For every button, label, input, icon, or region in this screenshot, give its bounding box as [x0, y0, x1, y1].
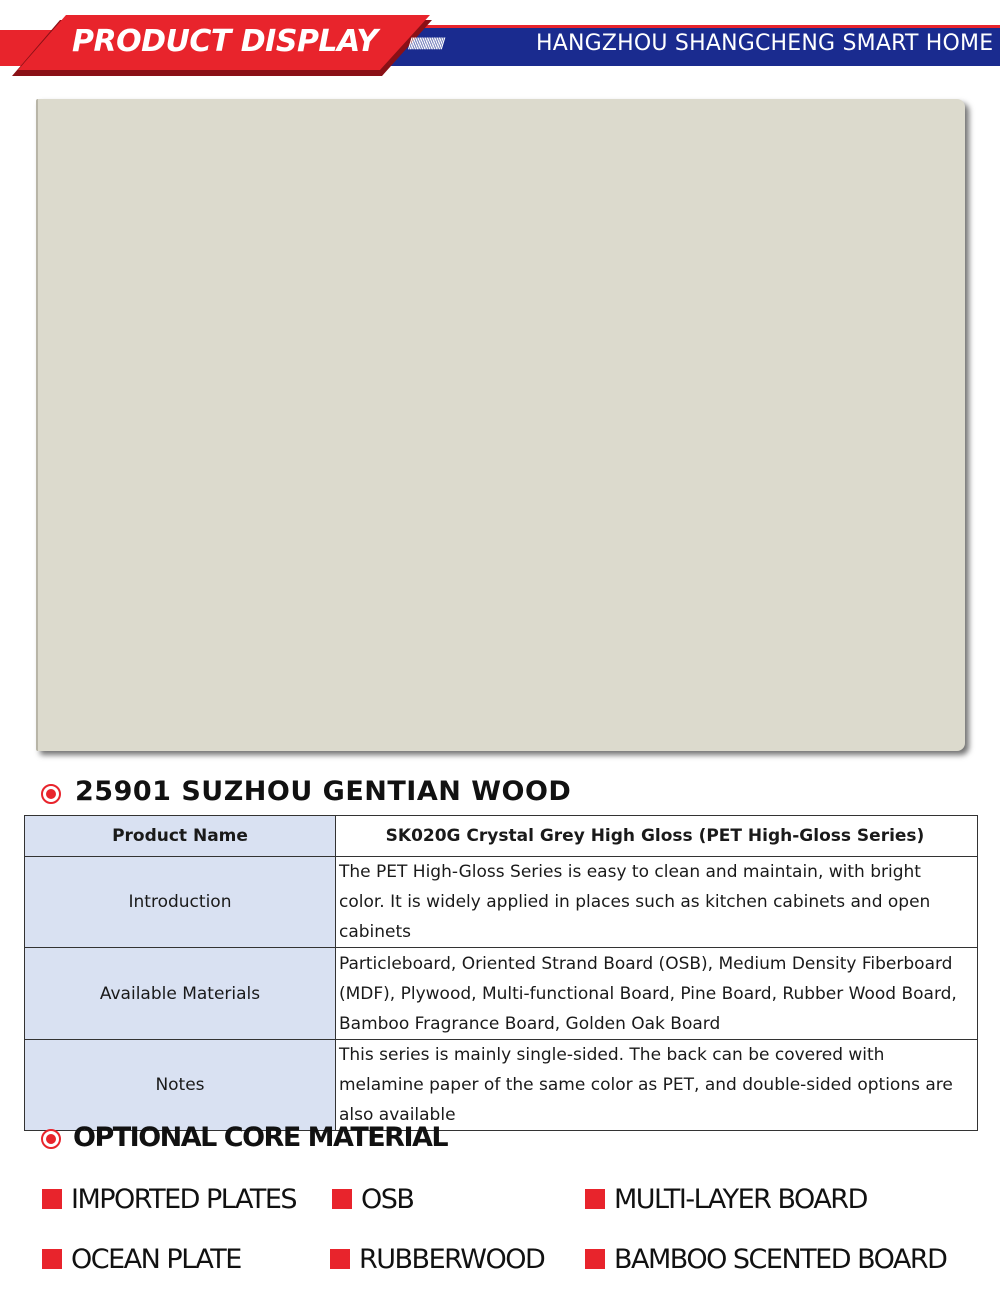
- product-name-value: SK020G Crystal Grey High Gloss (PET High-Gloss Series): [336, 816, 978, 857]
- square-bullet-icon: [42, 1249, 62, 1269]
- available-materials-label: Available Materials: [25, 948, 336, 1040]
- square-bullet-icon: [330, 1249, 350, 1269]
- core-material-option: [330, 1244, 544, 1274]
- spec-table: [24, 815, 978, 1131]
- header-title: PRODUCT DISPLAY: [72, 24, 378, 59]
- core-material-option: [42, 1184, 296, 1214]
- core-material-option: [585, 1244, 946, 1274]
- core-material-label: MULTI-LAYER BOARD: [614, 1183, 867, 1215]
- core-material-label: OSB: [361, 1183, 414, 1215]
- core-material-label: BAMBOO SCENTED BOARD: [614, 1243, 947, 1275]
- core-material-label: OCEAN PLATE: [71, 1243, 241, 1275]
- core-material-option: [585, 1184, 867, 1214]
- square-bullet-icon: [585, 1249, 605, 1269]
- table-row: [25, 816, 978, 857]
- square-bullet-icon: [332, 1189, 352, 1209]
- notes-value: This series is mainly single-sided. The back can be covered with melamine paper of the same color as PET, and double-sided options are also available: [336, 1040, 978, 1131]
- company-name: HANGZHOU SHANGCHENG SMART HOME: [536, 31, 994, 56]
- core-material-label: IMPORTED PLATES: [71, 1183, 297, 1215]
- table-row: [25, 1040, 978, 1131]
- table-row: [25, 948, 978, 1040]
- available-materials-value: Particleboard, Oriented Strand Board (OSB), Medium Density Fiberboard (MDF), Plywood, Multi-functional Board, Pine Board, Rubber Wood Board, Bamboo Fragrance Board, Golden Oak Board: [336, 948, 978, 1040]
- square-bullet-icon: [585, 1189, 605, 1209]
- header-decoration: ////////////////////: [408, 36, 443, 52]
- bullet-icon: [41, 784, 61, 804]
- bullet-icon: [41, 1129, 61, 1149]
- core-material-option: [42, 1244, 241, 1274]
- table-row: [25, 857, 978, 948]
- header-banner: [0, 0, 1000, 80]
- core-material-label: RUBBERWOOD: [359, 1243, 545, 1275]
- product-swatch-image: [36, 99, 965, 751]
- introduction-value: The PET High-Gloss Series is easy to clean and maintain, with bright color. It is widely applied in places such as kitchen cabinets and open cabinets: [336, 857, 978, 948]
- core-material-option: [332, 1184, 413, 1214]
- core-material-heading: OPTIONAL CORE MATERIAL: [73, 1122, 448, 1153]
- introduction-label: Introduction: [25, 857, 336, 948]
- product-heading: 25901 SUZHOU GENTIAN WOOD: [75, 776, 572, 807]
- product-name-label: Product Name: [25, 816, 336, 857]
- notes-label: Notes: [25, 1040, 336, 1131]
- square-bullet-icon: [42, 1189, 62, 1209]
